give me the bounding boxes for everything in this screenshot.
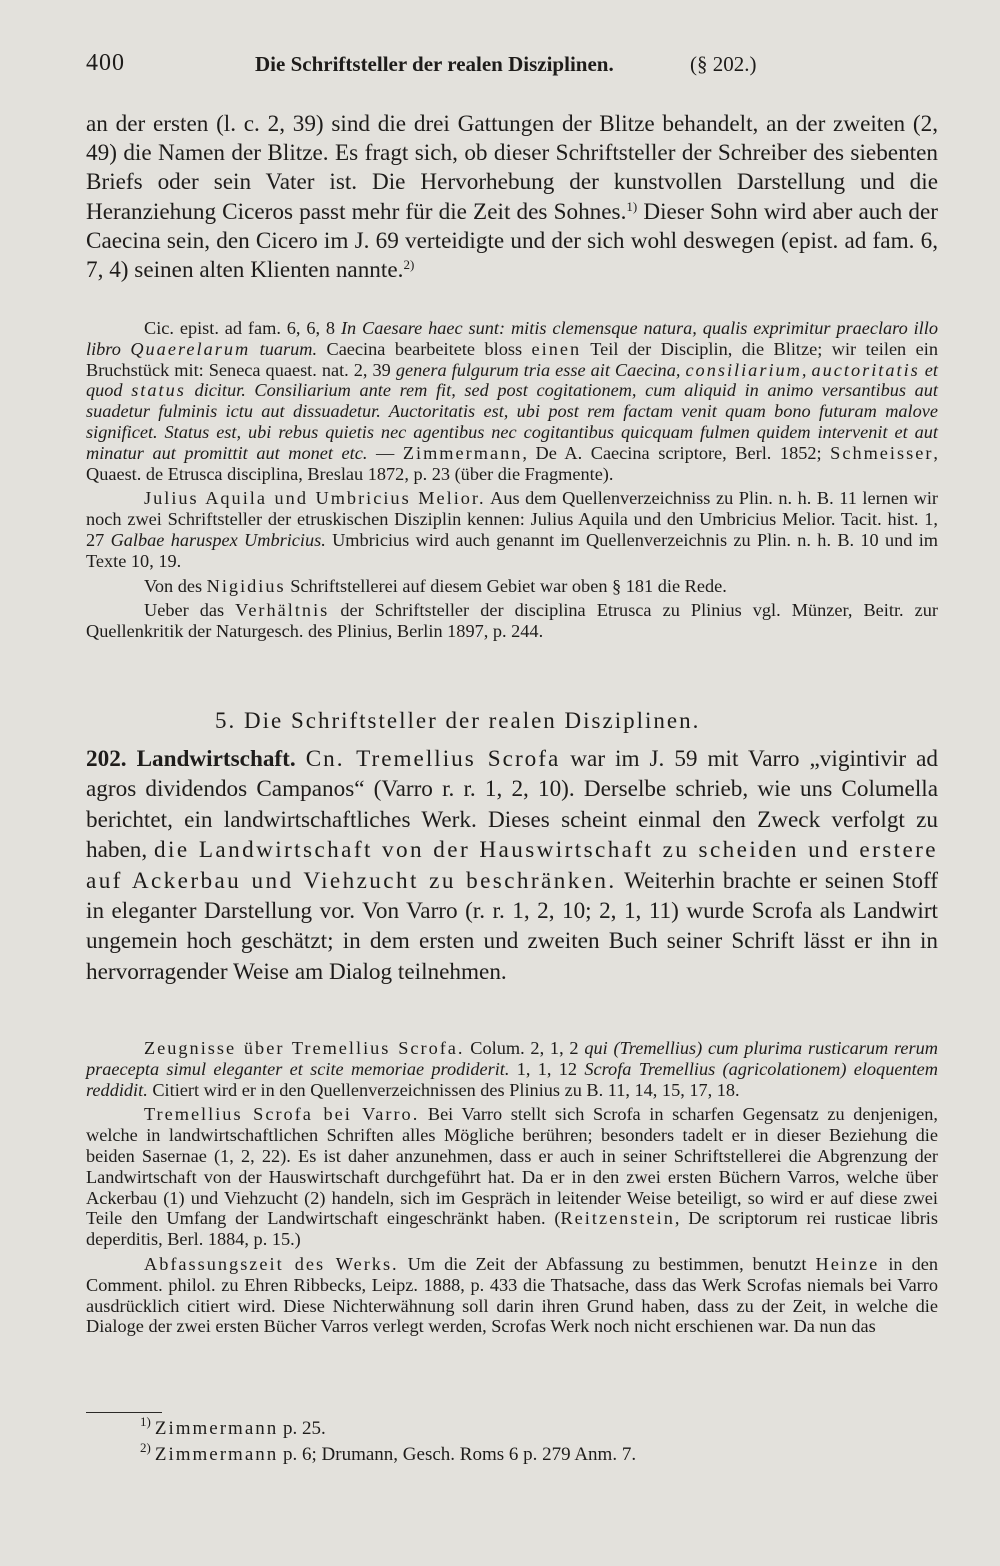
- note-zeugnisse: Zeugnisse über Tremellius Scrofa. Colum. 2, 1, 2 qui (Tremellius) cum plurima rusticarum rerum praecepta simul eleganter et scite memoriae prodiderit. 1, 1, 12 Scrofa Tremellius (agricolationem) eloquentem reddidit. Citiert wird er in den Quellenverzeichnissen des Plinius zu B. 11, 14, 15, 17, 18.: [86, 1038, 938, 1100]
- note-verhaeltnis: Ueber das Verhältnis der Schriftsteller der disciplina Etrusca zu Plinius vgl. Münzer, Beitr. zur Quellenkritik der Naturgesch. des Plinius, Berlin 1897, p. 244.: [86, 600, 938, 642]
- running-title: Die Schriftsteller der realen Disziplinen.: [255, 52, 614, 76]
- article-number: 202.: [86, 746, 127, 772]
- note-julius-aquila: Julius Aquila und Umbricius Melior. Aus dem Quellenverzeichniss zu Plin. n. h. B. 11 lernen wir noch zwei Schriftsteller der etruskischen Disziplin kennen: Julius Aquila und den Umbricius Melior. Tacit. hist. 1, 27 Galbae haruspex Umbricius. Umbricius wird auch genannt im Quellenverzeichnis zu Plin. n. h. B. 10 und im Texte 10, 19.: [86, 488, 939, 571]
- note-scrofa-bei-varro: Tremellius Scrofa bei Varro. Bei Varro stellt sich Scrofa in scharfen Gegensatz zu denjenigen, welche in landwirtschaftlichen Schriften alles Mögliche berühren; besonders tadelt er in dieser Beziehung die beiden Sasernae (1, 2, 22). Es ist daher anzunehmen, dass er auch in seiner Schriftstellerei die Abgrenzung der Landwirtschaft von der Hauswirtschaft durchgeführt hat. Da er in den zwei ersten Büchern Varros, welche über Ackerbau (1) und Viehzucht (2) handeln, sich im Gespräch in leitender Weise beteiligt, so wird er auf diese zwei Teile den Umfang der Landwirtschaft eingeschränkt haben. (Reitzenstein, De scriptorum rei rusticae libris deperditis, Berl. 1884, p. 15.): [86, 1104, 938, 1250]
- section-reference: (§ 202.): [690, 52, 757, 76]
- note-cicero-caecina: Cic. epist. ad fam. 6, 6, 8 In Caesare haec sunt: mitis clemensque natura, qualis exprimitur praeclaro illo libro Quaerelarum tuarum. Caecina bearbeitete bloss einen Teil der Disciplin, die Blitze; wir teilen ein Bruchstück mit: Seneca quaest. nat. 2, 39 genera fulgurum tria esse ait Caecina, consiliarium, auctoritatis et quod status dicitur. Consiliarium ante rem fit, sed post cogitationem, cum aliquid in animo versantibus aut suadetur fulminis ictu aut dissuadetur. Auctoritatis est, ubi post rem factam venit quam bono futuram malove significet. Status est, ubi rebus quietis nec agentibus nec cogitantibus quicquam fulmen quidem intervenit et aut minatur aut promittit aut monet etc. — Zimmermann, De A. Caecina scriptore, Berl. 1852; Schmeisser, Quaest. de Etrusca disciplina, Breslau 1872, p. 23 (über die Fragmente).: [86, 318, 938, 484]
- notes-block-caecina: [86, 318, 938, 642]
- note-nigidius: Von des Nigidius Schriftstellerei auf diesem Gebiet war oben § 181 die Rede.: [144, 575, 727, 596]
- running-header: [0, 50, 1000, 84]
- paragraph-caecina: an der ersten (l. c. 2, 39) sind die drei Gattungen der Blitze behandelt, an der zweiten (2, 49) die Namen der Blitze. Es fragt sich, ob dieser Schriftsteller der Schreiber des siebenten Briefs oder sein Vater ist. Die Hervorhebung der kunstvollen Darstellung und die Heranziehung Ciceros passt mehr für die Zeit des Sohnes.$^{1)}$ Dieser Sohn wird aber auch der Caecina sein, den Cicero im J. 69 verteidigte und der sich wohl deswegen (epist. ad fam. 6, 7, 4) seinen alten Klienten nannte.$^{2)}$: [86, 111, 938, 284]
- footnote-mark: 2): [403, 257, 415, 273]
- footnote-1: $^{1)}$ Zimmermann p. 25.: [140, 1414, 326, 1439]
- paragraph-landwirtschaft: 202. Landwirtschaft. Cn. Tremellius Scrofa war im J. 59 mit Varro „vigintivir ad agros dividendos Campanos“ (Varro r. r. 1, 2, 10). Derselbe schrieb, wie uns Columella berichtet, ein landwirtschaftliches Werk. Dieses scheint einmal den Zweck verfolgt zu haben, die Landwirtschaft von der Hauswirtschaft zu scheiden und erstere auf Ackerbau und Viehzucht zu beschränken. Weiterhin brachte er seinen Stoff in eleganter Darstellung vor. Von Varro (r. r. 1, 2, 10; 2, 1, 11) wurde Scrofa als Landwirt ungemein hoch geschätzt; in dem ersten und zweiten Buch seiner Schrift lässt er ihn in hervorragender Weise am Dialog teilnehmen.: [86, 746, 939, 985]
- notes-block-scrofa: [86, 1038, 938, 1337]
- section-heading: 5. Die Schriftsteller der realen Disziplinen.: [215, 708, 701, 733]
- footnote-mark: 1): [626, 198, 638, 214]
- page-number: 400: [86, 50, 125, 76]
- article-title: Landwirtschaft.: [136, 746, 296, 772]
- footnote-2: $^{2)}$ Zimmermann p. 6; Drumann, Gesch. Roms 6 p. 279 Anm. 7.: [140, 1440, 637, 1465]
- footnote-rule: [86, 1412, 162, 1413]
- note-abfassungszeit: Abfassungszeit des Werks. Um die Zeit der Abfassung zu bestimmen, benutzt Heinze in den Comment. philol. zu Ehren Ribbecks, Leipz. 1888, p. 433 die Thatsache, dass das Werk Scrofas niemals bei Varro ausdrücklich citiert wird. Diese Nichterwähnung soll darin ihren Grund haben, dass zu der Zeit, in welche die Dialoge der zwei ersten Bücher Varros verlegt werden, Scrofas Werk noch nicht erschienen war. Da nun das: [86, 1253, 938, 1337]
